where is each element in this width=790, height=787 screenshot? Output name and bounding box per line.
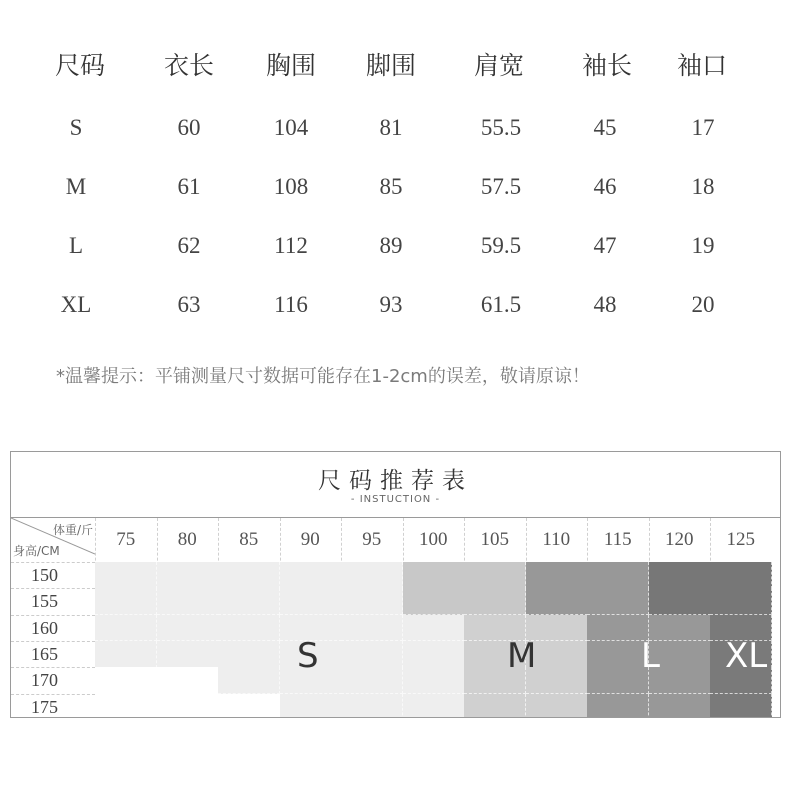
grid-cell xyxy=(587,615,649,642)
grid-cell xyxy=(587,667,649,694)
row-divider xyxy=(11,667,95,668)
height-axis-label: 身高/CM xyxy=(13,544,60,558)
grid-cell xyxy=(403,641,465,668)
grid-cell xyxy=(710,694,772,719)
row-cell: 89 xyxy=(379,233,403,258)
height-label: 165 xyxy=(31,643,58,664)
grid-cell xyxy=(403,588,465,615)
measurement-note: *温馨提示：平铺测量尺寸数据可能存在1-2cm的误差，敬请原谅！ xyxy=(56,366,590,387)
grid-cell xyxy=(95,667,157,694)
grid-cell xyxy=(218,694,280,719)
header-size: 尺码 xyxy=(54,51,105,80)
size-recommendation-table xyxy=(10,451,781,718)
table-row xyxy=(0,285,790,325)
table-row xyxy=(0,108,790,148)
row-divider xyxy=(11,588,95,589)
grid-cell xyxy=(464,588,526,615)
zone-label-s: S xyxy=(297,636,319,676)
header-sleeve: 袖长 xyxy=(581,51,632,80)
row-cell: 59.5 xyxy=(480,233,522,258)
grid-cell xyxy=(526,588,588,615)
row-divider xyxy=(11,615,95,616)
grid-cell xyxy=(649,694,711,719)
grid-cell xyxy=(341,588,403,615)
row-cell: 18 xyxy=(691,174,715,199)
recommendation-title: 尺码推荐表 xyxy=(318,468,473,494)
height-label: 150 xyxy=(31,565,58,585)
grid-cell xyxy=(95,694,157,719)
header-shoulder: 肩宽 xyxy=(473,51,524,80)
grid-cell xyxy=(587,694,649,719)
height-label: 170 xyxy=(31,670,58,691)
grid-cell xyxy=(649,562,711,589)
header-hem: 脚围 xyxy=(365,51,416,80)
grid-cell xyxy=(341,694,403,719)
row-cell: 20 xyxy=(691,292,715,317)
weight-header-cell: 100 xyxy=(419,529,448,550)
grid-cell xyxy=(157,641,219,668)
row-cell: 45 xyxy=(593,115,617,140)
grid-cell xyxy=(649,588,711,615)
height-label: 160 xyxy=(31,617,58,638)
row-cell: 61.5 xyxy=(480,292,522,317)
grid-cell xyxy=(157,615,219,642)
weight-header-cell: 105 xyxy=(480,529,509,550)
grid-cell xyxy=(95,562,157,589)
grid-cell xyxy=(341,667,403,694)
table-row xyxy=(0,226,790,266)
row-size: M xyxy=(65,174,87,199)
grid-cell xyxy=(403,615,465,642)
row-cell: 57.5 xyxy=(480,174,522,199)
row-cell: 81 xyxy=(379,115,403,140)
grid-cell xyxy=(218,641,280,668)
grid-cell xyxy=(403,562,465,589)
row-divider xyxy=(11,694,95,695)
grid-cell xyxy=(95,615,157,642)
grid-cell xyxy=(280,588,342,615)
zone-label-m: M xyxy=(507,636,537,676)
weight-header-cell: 125 xyxy=(726,529,755,550)
weight-header-cell: 115 xyxy=(603,529,632,550)
grid-cell xyxy=(157,667,219,694)
grid-cell xyxy=(95,588,157,615)
grid-cell xyxy=(526,694,588,719)
grid-cell xyxy=(464,562,526,589)
row-cell: 108 xyxy=(273,174,309,199)
row-cell: 62 xyxy=(177,233,201,258)
row-cell: 112 xyxy=(274,233,308,258)
grid-cell xyxy=(280,562,342,589)
grid-cell xyxy=(526,562,588,589)
table-row xyxy=(0,167,790,207)
grid-cell xyxy=(157,694,219,719)
row-divider xyxy=(11,641,95,642)
grid-cell xyxy=(587,562,649,589)
row-cell: 104 xyxy=(273,115,309,140)
grid-cell xyxy=(341,615,403,642)
row-cell: 47 xyxy=(593,233,617,258)
row-cell: 116 xyxy=(274,292,308,317)
row-cell: 61 xyxy=(177,174,201,199)
row-divider xyxy=(11,562,95,563)
header-length: 衣长 xyxy=(163,51,214,80)
height-label: 175 xyxy=(31,696,58,717)
grid-cell xyxy=(157,588,219,615)
weight-header-cell: 110 xyxy=(542,529,571,550)
row-cell: 19 xyxy=(691,233,715,258)
grid-cell xyxy=(587,588,649,615)
row-cell: 60 xyxy=(177,115,201,140)
row-cell: 48 xyxy=(593,292,617,317)
header-chest: 胸围 xyxy=(265,51,316,80)
weight-header-cell: 85 xyxy=(239,529,259,550)
size-table-header xyxy=(0,46,790,86)
recommendation-subtitle: - INSTUCTION - xyxy=(350,494,441,505)
row-size: S xyxy=(69,115,83,140)
header-cuff: 袖口 xyxy=(676,51,727,80)
grid-cell xyxy=(157,562,219,589)
weight-axis-label: 体重/斤 xyxy=(52,523,93,537)
grid-cell xyxy=(710,588,772,615)
grid-cell xyxy=(403,667,465,694)
grid-cell xyxy=(587,641,649,668)
grid-cell xyxy=(464,694,526,719)
zone-label-xl: XL xyxy=(725,636,768,676)
weight-header-cell: 75 xyxy=(116,529,136,550)
grid-cell xyxy=(218,615,280,642)
weight-header-cell: 95 xyxy=(362,529,382,550)
grid-cell xyxy=(218,667,280,694)
axis-corner xyxy=(11,518,95,562)
grid-cell xyxy=(95,641,157,668)
row-cell: 46 xyxy=(593,174,617,199)
grid-cell xyxy=(341,562,403,589)
weight-header-cell: 90 xyxy=(300,529,320,550)
weight-header-cell: 80 xyxy=(177,529,197,550)
row-cell: 63 xyxy=(177,292,201,317)
height-label: 155 xyxy=(31,591,58,612)
row-size: L xyxy=(68,233,84,258)
row-cell: 55.5 xyxy=(480,115,522,140)
weight-header-cell: 120 xyxy=(665,529,694,550)
grid-cell xyxy=(710,562,772,589)
grid-cell xyxy=(218,562,280,589)
row-size: XL xyxy=(60,292,92,317)
row-cell: 93 xyxy=(379,292,403,317)
row-cell: 85 xyxy=(379,174,403,199)
row-cell: 17 xyxy=(691,115,715,140)
grid-cell xyxy=(218,588,280,615)
grid-cell xyxy=(403,694,465,719)
grid-cell xyxy=(341,641,403,668)
grid-cell xyxy=(280,694,342,719)
zone-label-l: L xyxy=(641,636,660,676)
